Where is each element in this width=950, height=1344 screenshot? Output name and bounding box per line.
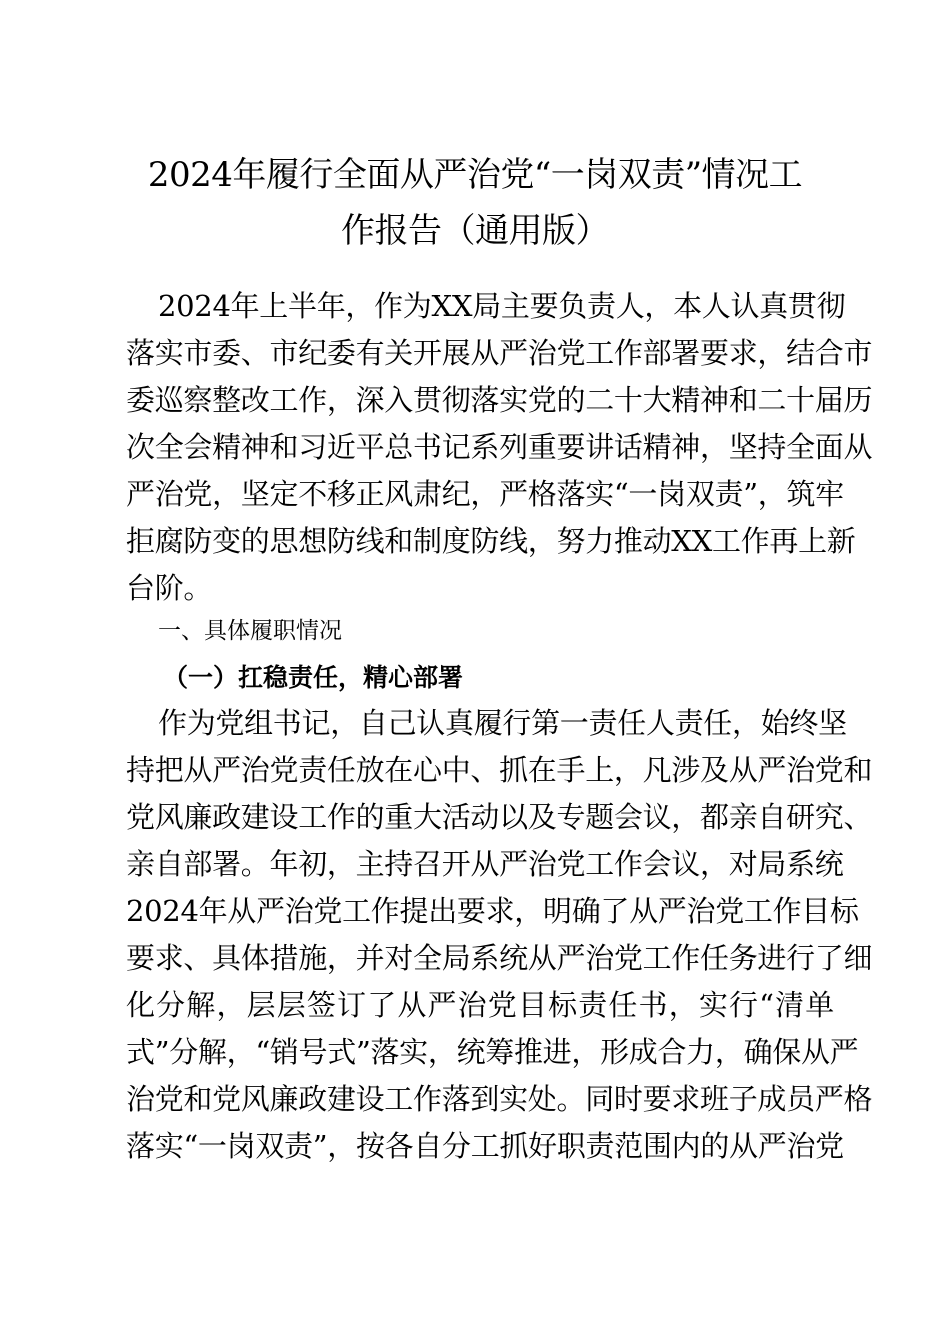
document-title-line-2: 作报告（通用版） (341, 211, 609, 251)
intro-line-7: 台阶。 (126, 571, 213, 605)
intro-line-1: 2024年上半年，作为XX局主要负责人，本人认真贯彻 (158, 289, 846, 323)
body-line-8: 式”分解，“销号式”落实，统筹推进，形成合力，确保从严 (126, 1035, 859, 1069)
body-line-3: 党风廉政建设工作的重大活动以及专题会议，都亲自研究、 (126, 800, 873, 834)
intro-line-6: 拒腐防变的思想防线和制度防线，努力推动XX工作再上新 (126, 524, 856, 558)
body-line-10: 落实“一岗双责”，按各自分工抓好职责范围内的从严治党 (126, 1129, 844, 1163)
body-line-5: 2024年从严治党工作提出要求，明确了从严治党工作目标 (126, 894, 859, 928)
intro-line-2: 落实市委、市纪委有关开展从严治党工作部署要求，结合市 (126, 336, 873, 370)
body-line-4: 亲自部署。年初，主持召开从严治党工作会议，对局系统 (126, 847, 844, 881)
body-line-7: 化分解，层层签订了从严治党目标责任书，实行“清单 (126, 988, 834, 1022)
document-title-line-1: 2024年履行全面从严治党“一岗双责”情况工 (147, 155, 803, 195)
body-line-1: 作为党组书记，自己认真履行第一责任人责任，始终坚 (158, 706, 847, 740)
section-heading: 一、具体履职情况 (158, 618, 342, 644)
body-line-2: 持把从严治党责任放在心中、抓在手上，凡涉及从严治党和 (126, 753, 873, 787)
body-line-6: 要求、具体措施，并对全局系统从严治党工作任务进行了细 (126, 941, 873, 975)
intro-line-5: 严治党，坚定不移正风肃纪，严格落实“一岗双责”，筑牢 (126, 477, 844, 511)
body-line-9: 治党和党风廉政建设工作落到实处。同时要求班子成员严格 (126, 1082, 873, 1116)
subsection-heading: （一）扛稳责任，精心部署 (163, 663, 464, 692)
intro-line-4: 次全会精神和习近平总书记系列重要讲话精神，坚持全面从 (126, 430, 873, 464)
intro-line-3: 委巡察整改工作，深入贯彻落实党的二十大精神和二十届历 (126, 383, 873, 417)
